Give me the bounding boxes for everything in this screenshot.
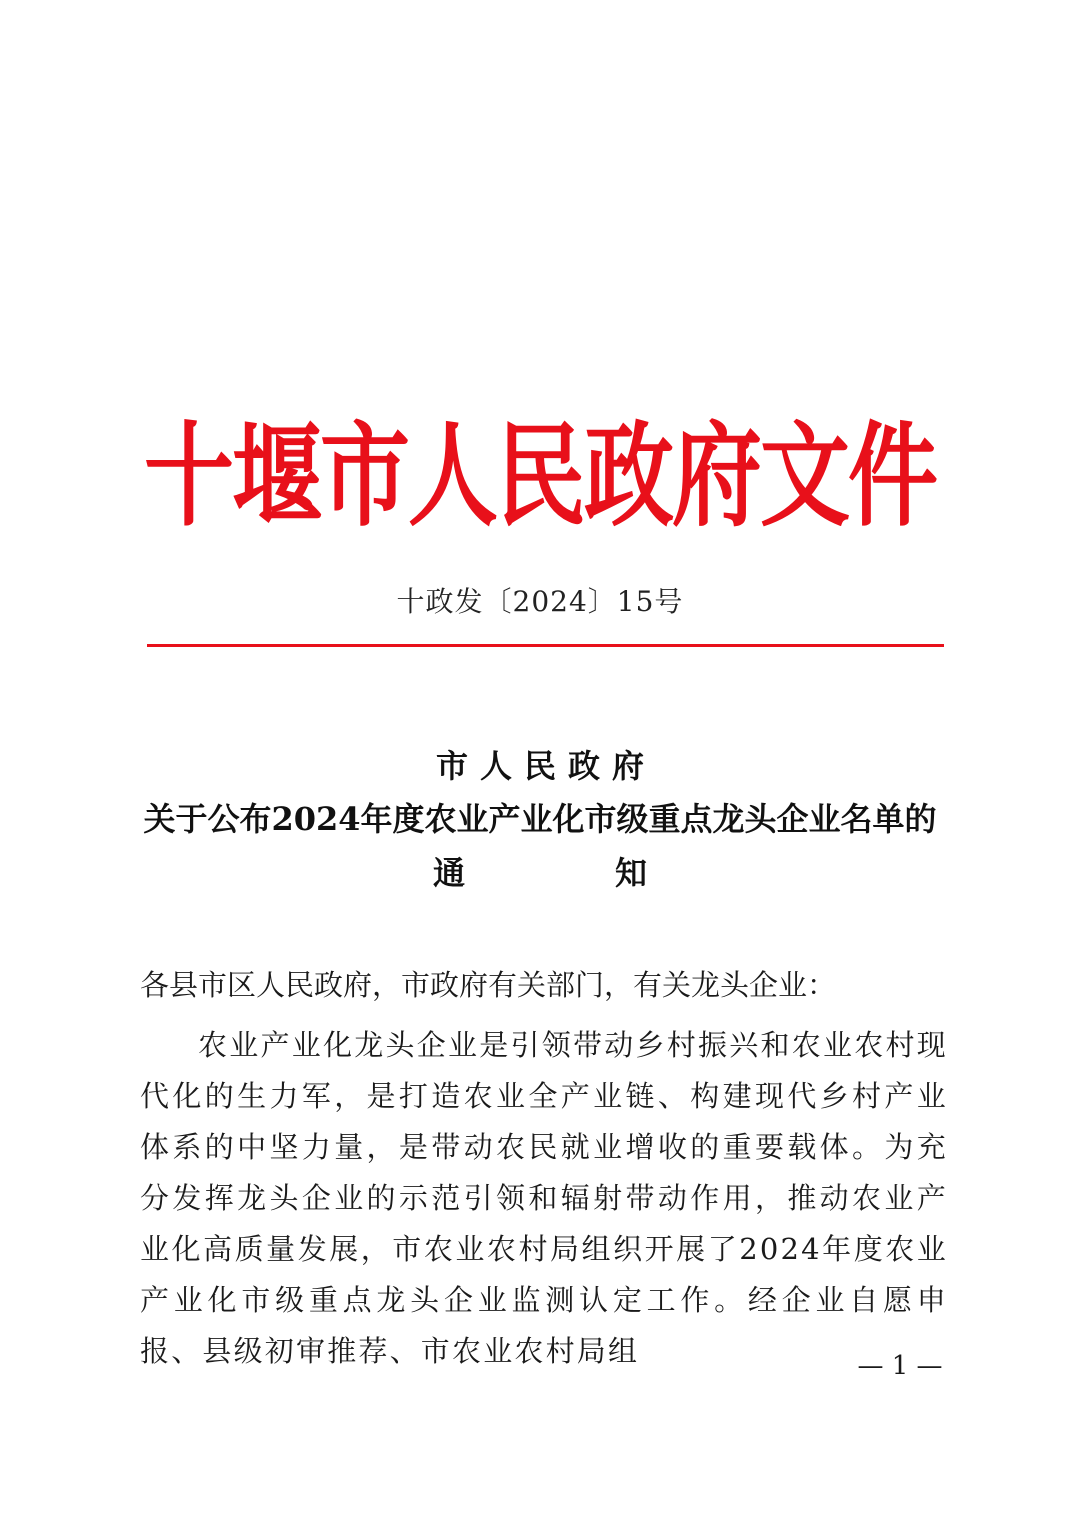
title-issuer: 市人民政府 <box>435 747 656 785</box>
body-paragraph: 农业产业化龙头企业是引领带动乡村振兴和农业农村现代化的生力军，是打造农业全产业链、构建现代乡村产业体系的中坚力量，是带动农民就业增收的重要载体。为充分发挥龙头企业的示范引领和辐射带动作用，推动农业产业化高质量发展，市农业农村局组织开展了2024年度农业产业化市级重点龙头企业监测认定工作。经企业自愿申报、县级初审推荐、市农业农村局组 <box>140 1028 948 1368</box>
title-doctype <box>120 846 960 900</box>
title-doctype-char-1: 通 <box>432 854 465 892</box>
title-subject: 关于公布2024年度农业产业化市级重点龙头企业名单的 <box>143 800 937 838</box>
red-separator-line <box>147 644 944 647</box>
document-number: 十政发〔2024〕15号 <box>396 585 684 618</box>
salutation: 各县市区人民政府，市政府有关部门，有关龙头企业： <box>140 968 837 1002</box>
document-title <box>120 740 960 900</box>
document-masthead: 十堰市人民政府文件 <box>144 410 936 543</box>
page-number: — 1 — <box>857 1351 943 1381</box>
title-doctype-char-2: 知 <box>615 854 648 892</box>
